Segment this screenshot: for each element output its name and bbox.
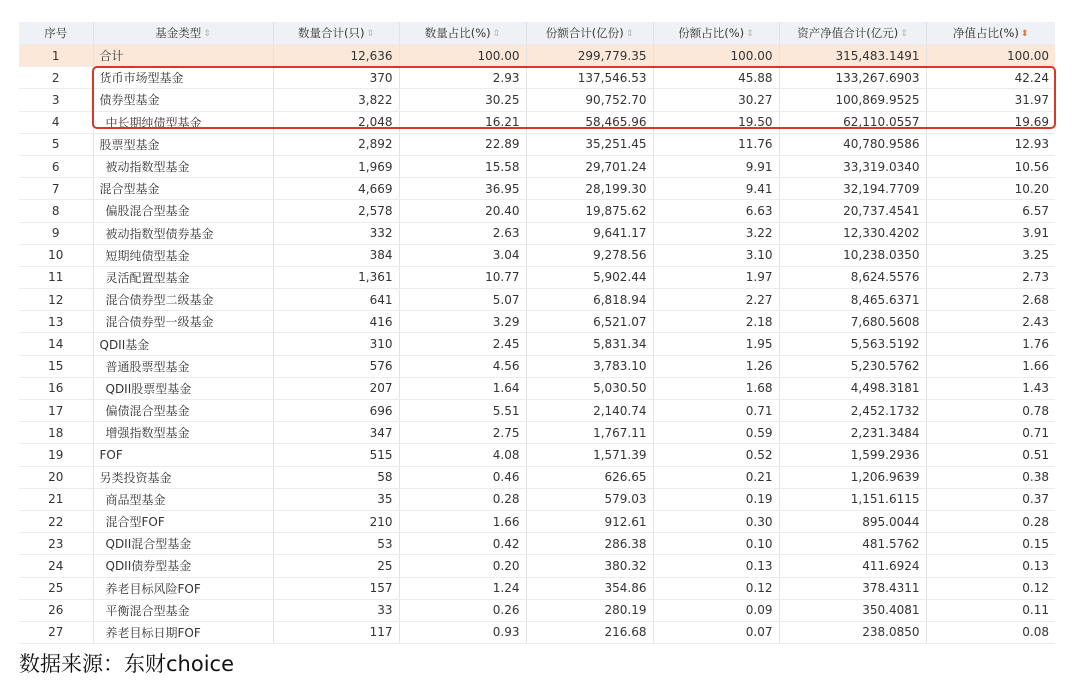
count-percent-cell: 0.93: [399, 621, 526, 643]
fund-type-name-cell: QDII股票型基金: [93, 377, 273, 399]
share-total-cell: 380.32: [526, 555, 653, 577]
nav-percent-cell: 0.28: [926, 510, 1055, 532]
sort-icon[interactable]: ⇕: [900, 29, 908, 39]
nav-total-cell: 411.6924: [779, 555, 926, 577]
sort-icon[interactable]: ⇕: [203, 29, 211, 39]
column-header-4[interactable]: [526, 22, 653, 45]
fund-type-name-cell: 债券型基金: [93, 89, 273, 111]
share-percent-cell: 0.52: [653, 444, 779, 466]
fund-type-name-cell: 合计: [93, 45, 273, 67]
nav-percent-cell: 10.20: [926, 178, 1055, 200]
nav-total-cell: 10,238.0350: [779, 244, 926, 266]
column-header-label: 数量占比(%): [424, 26, 491, 40]
count-percent-cell: 1.66: [399, 510, 526, 532]
nav-percent-cell: 19.69: [926, 111, 1055, 133]
count-total-cell: 384: [273, 244, 399, 266]
count-percent-cell: 2.93: [399, 67, 526, 89]
nav-total-cell: 4,498.3181: [779, 377, 926, 399]
count-percent-cell: 10.77: [399, 266, 526, 288]
column-header-5[interactable]: [653, 22, 779, 45]
nav-percent-cell: 31.97: [926, 89, 1055, 111]
share-total-cell: 6,521.07: [526, 311, 653, 333]
row-index-cell: 4: [19, 111, 93, 133]
fund-type-name-cell: 中长期纯债型基金: [93, 111, 273, 133]
row-index-cell: 14: [19, 333, 93, 355]
row-index-cell: 25: [19, 577, 93, 599]
nav-total-cell: 378.4311: [779, 577, 926, 599]
share-percent-cell: 1.95: [653, 333, 779, 355]
table-row[interactable]: [19, 488, 1055, 510]
nav-percent-cell: 0.38: [926, 466, 1055, 488]
nav-percent-cell: 0.11: [926, 599, 1055, 621]
nav-total-cell: 481.5762: [779, 533, 926, 555]
count-total-cell: 157: [273, 577, 399, 599]
row-index-cell: 2: [19, 67, 93, 89]
share-total-cell: 2,140.74: [526, 400, 653, 422]
nav-total-cell: 133,267.6903: [779, 67, 926, 89]
table-row[interactable]: [19, 111, 1055, 133]
fund-type-name-cell: 股票型基金: [93, 133, 273, 155]
row-index-cell: 17: [19, 400, 93, 422]
table-row[interactable]: [19, 621, 1055, 643]
nav-total-cell: 20,737.4541: [779, 200, 926, 222]
nav-total-cell: 1,206.9639: [779, 466, 926, 488]
column-header-7[interactable]: [926, 22, 1055, 45]
fund-type-name-cell: 混合型基金: [93, 178, 273, 200]
nav-percent-cell: 0.71: [926, 422, 1055, 444]
count-total-cell: 2,048: [273, 111, 399, 133]
row-index-cell: 7: [19, 178, 93, 200]
sort-icon[interactable]: ⇕: [366, 29, 375, 39]
count-total-cell: 3,822: [273, 89, 399, 111]
column-header-label: 份额合计(亿份): [545, 26, 624, 40]
count-total-cell: 1,361: [273, 266, 399, 288]
fund-type-table: [19, 22, 1055, 644]
count-total-cell: 117: [273, 621, 399, 643]
table-row[interactable]: [19, 355, 1055, 377]
sort-icon[interactable]: ⬍: [1020, 29, 1029, 39]
row-index-cell: 18: [19, 422, 93, 444]
share-total-cell: 5,831.34: [526, 333, 653, 355]
share-percent-cell: 0.19: [653, 488, 779, 510]
column-header-label: 数量合计(只): [297, 26, 365, 40]
fund-type-name-cell: 偏股混合型基金: [93, 200, 273, 222]
share-total-cell: 354.86: [526, 577, 653, 599]
share-percent-cell: 0.09: [653, 599, 779, 621]
row-index-cell: 1: [19, 45, 93, 67]
share-total-cell: 912.61: [526, 510, 653, 532]
share-total-cell: 58,465.96: [526, 111, 653, 133]
share-percent-cell: 100.00: [653, 45, 779, 67]
fund-table-container: [19, 22, 1055, 644]
nav-percent-cell: 0.51: [926, 444, 1055, 466]
count-percent-cell: 30.25: [399, 89, 526, 111]
nav-total-cell: 315,483.1491: [779, 45, 926, 67]
table-body: [19, 45, 1055, 644]
nav-percent-cell: 100.00: [926, 45, 1055, 67]
nav-percent-cell: 6.57: [926, 200, 1055, 222]
row-index-cell: 27: [19, 621, 93, 643]
count-total-cell: 416: [273, 311, 399, 333]
column-header-1[interactable]: [93, 22, 273, 45]
nav-total-cell: 7,680.5608: [779, 311, 926, 333]
table-row[interactable]: [19, 155, 1055, 177]
count-total-cell: 210: [273, 510, 399, 532]
share-percent-cell: 9.41: [653, 178, 779, 200]
count-percent-cell: 15.58: [399, 155, 526, 177]
nav-total-cell: 8,624.5576: [779, 266, 926, 288]
count-percent-cell: 3.29: [399, 311, 526, 333]
fund-type-name-cell: 偏债混合型基金: [93, 400, 273, 422]
column-header-6[interactable]: [779, 22, 926, 45]
count-total-cell: 2,892: [273, 133, 399, 155]
share-percent-cell: 9.91: [653, 155, 779, 177]
table-row[interactable]: [19, 444, 1055, 466]
nav-total-cell: 40,780.9586: [779, 133, 926, 155]
count-total-cell: 2,578: [273, 200, 399, 222]
table-row[interactable]: [19, 289, 1055, 311]
fund-type-name-cell: 货币市场型基金: [93, 67, 273, 89]
share-total-cell: 626.65: [526, 466, 653, 488]
row-index-cell: 9: [19, 222, 93, 244]
count-total-cell: 4,669: [273, 178, 399, 200]
count-total-cell: 25: [273, 555, 399, 577]
share-total-cell: 9,278.56: [526, 244, 653, 266]
share-total-cell: 579.03: [526, 488, 653, 510]
fund-type-name-cell: 混合型FOF: [93, 510, 273, 532]
nav-percent-cell: 12.93: [926, 133, 1055, 155]
share-percent-cell: 11.76: [653, 133, 779, 155]
fund-type-name-cell: 养老目标风险FOF: [93, 577, 273, 599]
row-index-cell: 11: [19, 266, 93, 288]
fund-type-name-cell: QDII基金: [93, 333, 273, 355]
row-index-cell: 24: [19, 555, 93, 577]
fund-type-name-cell: QDII债券型基金: [93, 555, 273, 577]
share-percent-cell: 3.10: [653, 244, 779, 266]
table-row[interactable]: [19, 400, 1055, 422]
share-total-cell: 137,546.53: [526, 67, 653, 89]
nav-percent-cell: 0.12: [926, 577, 1055, 599]
nav-percent-cell: 0.08: [926, 621, 1055, 643]
fund-type-name-cell: FOF: [93, 444, 273, 466]
count-percent-cell: 0.42: [399, 533, 526, 555]
count-percent-cell: 1.24: [399, 577, 526, 599]
count-total-cell: 53: [273, 533, 399, 555]
table-row[interactable]: [19, 599, 1055, 621]
count-total-cell: 641: [273, 289, 399, 311]
nav-percent-cell: 2.43: [926, 311, 1055, 333]
row-index-cell: 19: [19, 444, 93, 466]
nav-total-cell: 350.4081: [779, 599, 926, 621]
count-percent-cell: 1.64: [399, 377, 526, 399]
count-percent-cell: 4.08: [399, 444, 526, 466]
fund-type-name-cell: 被动指数型基金: [93, 155, 273, 177]
count-total-cell: 58: [273, 466, 399, 488]
nav-total-cell: 8,465.6371: [779, 289, 926, 311]
share-percent-cell: 1.68: [653, 377, 779, 399]
share-percent-cell: 0.21: [653, 466, 779, 488]
column-header-label: 份额占比(%): [678, 26, 745, 40]
count-total-cell: 35: [273, 488, 399, 510]
fund-type-name-cell: 短期纯债型基金: [93, 244, 273, 266]
fund-type-name-cell: 混合债券型二级基金: [93, 289, 273, 311]
share-percent-cell: 0.59: [653, 422, 779, 444]
table-row[interactable]: [19, 333, 1055, 355]
share-total-cell: 5,902.44: [526, 266, 653, 288]
nav-percent-cell: 3.91: [926, 222, 1055, 244]
count-percent-cell: 5.07: [399, 289, 526, 311]
table-row[interactable]: [19, 244, 1055, 266]
count-percent-cell: 2.63: [399, 222, 526, 244]
fund-type-name-cell: 被动指数型债券基金: [93, 222, 273, 244]
share-percent-cell: 0.13: [653, 555, 779, 577]
count-total-cell: 33: [273, 599, 399, 621]
nav-percent-cell: 3.25: [926, 244, 1055, 266]
share-percent-cell: 0.07: [653, 621, 779, 643]
count-total-cell: 515: [273, 444, 399, 466]
share-percent-cell: 30.27: [653, 89, 779, 111]
share-total-cell: 29,701.24: [526, 155, 653, 177]
count-percent-cell: 0.46: [399, 466, 526, 488]
share-total-cell: 35,251.45: [526, 133, 653, 155]
count-total-cell: 347: [273, 422, 399, 444]
table-row[interactable]: [19, 510, 1055, 532]
column-header-label: 基金类型: [155, 26, 202, 40]
table-row[interactable]: [19, 466, 1055, 488]
share-percent-cell: 6.63: [653, 200, 779, 222]
row-index-cell: 21: [19, 488, 93, 510]
count-percent-cell: 0.26: [399, 599, 526, 621]
share-total-cell: 90,752.70: [526, 89, 653, 111]
count-total-cell: 576: [273, 355, 399, 377]
table-row[interactable]: [19, 422, 1055, 444]
share-total-cell: 280.19: [526, 599, 653, 621]
column-header-label: 序号: [44, 26, 68, 40]
count-total-cell: 1,969: [273, 155, 399, 177]
share-total-cell: 299,779.35: [526, 45, 653, 67]
nav-percent-cell: 1.43: [926, 377, 1055, 399]
nav-percent-cell: 0.78: [926, 400, 1055, 422]
column-header-0: [19, 22, 93, 45]
share-percent-cell: 3.22: [653, 222, 779, 244]
nav-total-cell: 1,151.6115: [779, 488, 926, 510]
share-percent-cell: 45.88: [653, 67, 779, 89]
count-percent-cell: 2.75: [399, 422, 526, 444]
count-total-cell: 332: [273, 222, 399, 244]
nav-percent-cell: 1.76: [926, 333, 1055, 355]
table-row[interactable]: [19, 67, 1055, 89]
table-row[interactable]: [19, 200, 1055, 222]
fund-type-name-cell: 商品型基金: [93, 488, 273, 510]
table-row[interactable]: [19, 577, 1055, 599]
row-index-cell: 13: [19, 311, 93, 333]
nav-total-cell: 2,452.1732: [779, 400, 926, 422]
count-percent-cell: 20.40: [399, 200, 526, 222]
row-index-cell: 8: [19, 200, 93, 222]
share-percent-cell: 1.97: [653, 266, 779, 288]
share-total-cell: 1,571.39: [526, 444, 653, 466]
count-percent-cell: 0.28: [399, 488, 526, 510]
nav-total-cell: 5,563.5192: [779, 333, 926, 355]
row-index-cell: 22: [19, 510, 93, 532]
nav-percent-cell: 0.37: [926, 488, 1055, 510]
table-row[interactable]: [19, 311, 1055, 333]
fund-type-name-cell: 另类投资基金: [93, 466, 273, 488]
nav-percent-cell: 2.73: [926, 266, 1055, 288]
nav-percent-cell: 0.13: [926, 555, 1055, 577]
nav-percent-cell: 42.24: [926, 67, 1055, 89]
table-row[interactable]: [19, 266, 1055, 288]
count-percent-cell: 4.56: [399, 355, 526, 377]
share-percent-cell: 0.71: [653, 400, 779, 422]
share-total-cell: 286.38: [526, 533, 653, 555]
row-index-cell: 15: [19, 355, 93, 377]
sort-icon[interactable]: ⇕: [625, 29, 634, 39]
row-index-cell: 20: [19, 466, 93, 488]
table-row[interactable]: [19, 178, 1055, 200]
share-percent-cell: 1.26: [653, 355, 779, 377]
count-percent-cell: 22.89: [399, 133, 526, 155]
nav-total-cell: 33,319.0340: [779, 155, 926, 177]
count-total-cell: 310: [273, 333, 399, 355]
share-percent-cell: 0.12: [653, 577, 779, 599]
nav-total-cell: 62,110.0557: [779, 111, 926, 133]
share-total-cell: 1,767.11: [526, 422, 653, 444]
nav-percent-cell: 10.56: [926, 155, 1055, 177]
nav-percent-cell: 1.66: [926, 355, 1055, 377]
fund-type-name-cell: QDII混合型基金: [93, 533, 273, 555]
share-percent-cell: 19.50: [653, 111, 779, 133]
count-percent-cell: 2.45: [399, 333, 526, 355]
fund-type-name-cell: 养老目标日期FOF: [93, 621, 273, 643]
column-header-label: 净值占比(%): [953, 26, 1019, 40]
share-total-cell: 3,783.10: [526, 355, 653, 377]
row-index-cell: 23: [19, 533, 93, 555]
table-row[interactable]: [19, 533, 1055, 555]
nav-total-cell: 32,194.7709: [779, 178, 926, 200]
column-header-2[interactable]: [273, 22, 399, 45]
count-total-cell: 370: [273, 67, 399, 89]
fund-type-name-cell: 普通股票型基金: [93, 355, 273, 377]
share-total-cell: 28,199.30: [526, 178, 653, 200]
column-header-3[interactable]: [399, 22, 526, 45]
fund-type-name-cell: 增强指数型基金: [93, 422, 273, 444]
sort-icon[interactable]: ⇕: [492, 29, 501, 39]
nav-total-cell: 1,599.2936: [779, 444, 926, 466]
table-row[interactable]: [19, 555, 1055, 577]
nav-percent-cell: 2.68: [926, 289, 1055, 311]
nav-percent-cell: 0.15: [926, 533, 1055, 555]
count-percent-cell: 3.04: [399, 244, 526, 266]
nav-total-cell: 238.0850: [779, 621, 926, 643]
share-total-cell: 19,875.62: [526, 200, 653, 222]
share-total-cell: 6,818.94: [526, 289, 653, 311]
fund-type-name-cell: 灵活配置型基金: [93, 266, 273, 288]
table-row[interactable]: [19, 133, 1055, 155]
row-index-cell: 12: [19, 289, 93, 311]
table-row[interactable]: [19, 89, 1055, 111]
nav-total-cell: 12,330.4202: [779, 222, 926, 244]
column-header-label: 资产净值合计(亿元): [797, 26, 899, 40]
table-row[interactable]: [19, 377, 1055, 399]
fund-type-name-cell: 平衡混合型基金: [93, 599, 273, 621]
row-index-cell: 6: [19, 155, 93, 177]
count-percent-cell: 0.20: [399, 555, 526, 577]
count-total-cell: 12,636: [273, 45, 399, 67]
table-row[interactable]: [19, 222, 1055, 244]
sort-icon[interactable]: ⇕: [746, 29, 754, 39]
row-index-cell: 16: [19, 377, 93, 399]
count-percent-cell: 16.21: [399, 111, 526, 133]
count-total-cell: 696: [273, 400, 399, 422]
nav-total-cell: 5,230.5762: [779, 355, 926, 377]
share-percent-cell: 0.30: [653, 510, 779, 532]
share-percent-cell: 2.27: [653, 289, 779, 311]
share-percent-cell: 0.10: [653, 533, 779, 555]
nav-total-cell: 2,231.3484: [779, 422, 926, 444]
count-percent-cell: 5.51: [399, 400, 526, 422]
share-total-cell: 216.68: [526, 621, 653, 643]
total-row[interactable]: [19, 45, 1055, 67]
count-percent-cell: 100.00: [399, 45, 526, 67]
source-note: 数据来源：东财choice: [19, 652, 235, 676]
fund-type-name-cell: 混合债券型一级基金: [93, 311, 273, 333]
nav-total-cell: 100,869.9525: [779, 89, 926, 111]
nav-total-cell: 895.0044: [779, 510, 926, 532]
row-index-cell: 3: [19, 89, 93, 111]
count-percent-cell: 36.95: [399, 178, 526, 200]
header-row: [19, 22, 1055, 45]
share-total-cell: 5,030.50: [526, 377, 653, 399]
row-index-cell: 5: [19, 133, 93, 155]
table-header: [19, 22, 1055, 45]
row-index-cell: 26: [19, 599, 93, 621]
share-percent-cell: 2.18: [653, 311, 779, 333]
count-total-cell: 207: [273, 377, 399, 399]
share-total-cell: 9,641.17: [526, 222, 653, 244]
row-index-cell: 10: [19, 244, 93, 266]
